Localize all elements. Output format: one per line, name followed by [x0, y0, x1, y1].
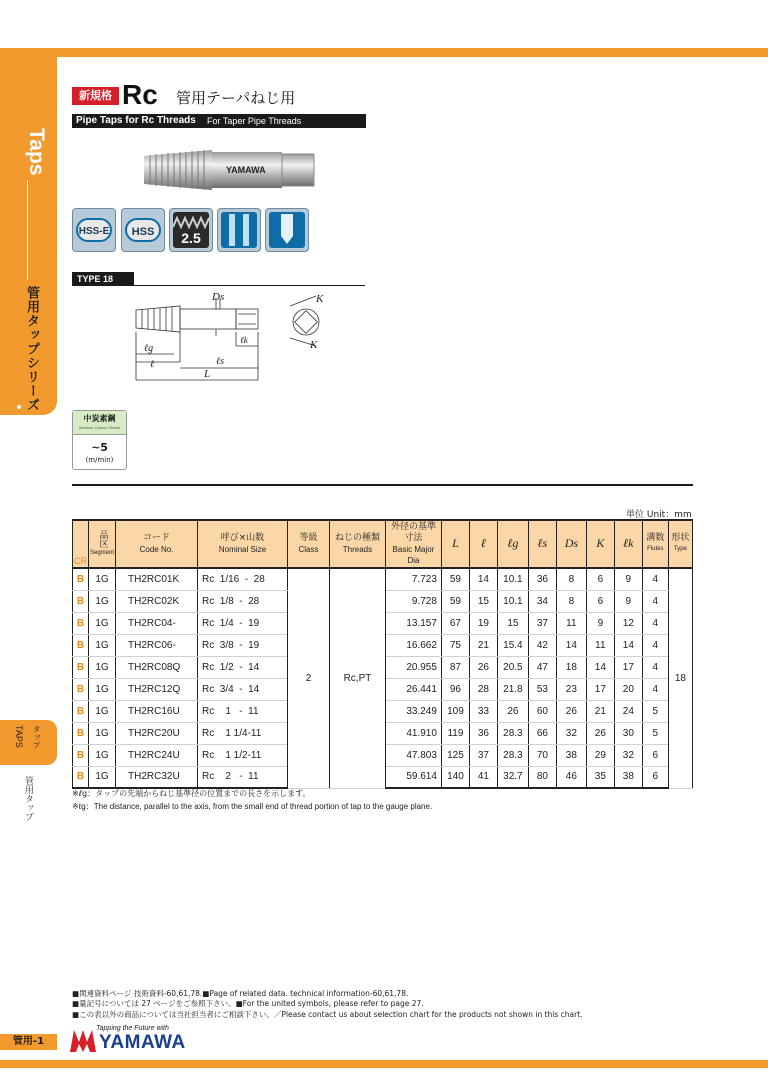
material-en: Medium Carbon Steels	[79, 425, 120, 430]
col-ls: ℓs	[528, 520, 556, 568]
tap-dimension-diagram	[120, 288, 340, 398]
cell-l: 26	[469, 656, 497, 678]
side-tab-jp: タップ	[32, 725, 41, 749]
cell-dia: 26.441	[385, 678, 441, 700]
cell-l: 19	[469, 612, 497, 634]
side-index-tab[interactable]	[0, 720, 57, 765]
cell-cr: B	[73, 722, 89, 744]
col-threads: ねじの種類 Threads	[329, 520, 385, 568]
cell-ls: 60	[528, 700, 556, 722]
cell-cr: B	[73, 612, 89, 634]
cell-size: Rc 1 1/4-11	[198, 722, 288, 744]
cell-size: Rc 1/16 - 28	[198, 568, 288, 590]
cell-lk: 9	[614, 568, 642, 590]
footer-line-2: ■量記号については 27 ページをご参照下さい。■For the united symbols, please refer to page 27.	[72, 999, 424, 1008]
cell-flutes: 4	[642, 612, 668, 634]
cell-dia: 33.249	[385, 700, 441, 722]
col-dia: 外径の基準寸法 Basic Major Dia	[385, 520, 441, 568]
cell-K: 21	[586, 700, 614, 722]
col-flutes: 溝数 Flutes	[642, 520, 668, 568]
cell-class: 2	[287, 568, 329, 788]
cell-segment: 1G	[89, 722, 116, 744]
table-row	[73, 568, 693, 590]
unit-label: 単位 Unit：mm	[626, 510, 692, 520]
cell-L: 125	[441, 744, 469, 766]
cell-L: 96	[441, 678, 469, 700]
straight-flute-icon	[217, 208, 261, 252]
cell-l: 15	[469, 590, 497, 612]
cell-L: 87	[441, 656, 469, 678]
sidebar-divider	[27, 180, 28, 280]
cell-size: Rc 2 - 11	[198, 766, 288, 788]
cell-K: 9	[586, 612, 614, 634]
material-jp: 中炭素鋼	[83, 414, 116, 423]
cell-lk: 32	[614, 744, 642, 766]
cell-l: 37	[469, 744, 497, 766]
brand-logo-text: YAMAWA	[99, 1032, 186, 1053]
cell-Ds: 38	[556, 744, 586, 766]
hss-e-icon-label: HSS-E	[76, 218, 112, 242]
cell-code: TH2RC20U	[116, 722, 198, 744]
cell-K: 11	[586, 634, 614, 656]
cutting-speed-box	[72, 410, 127, 470]
cell-lg: 26	[497, 700, 528, 722]
cell-Ds: 18	[556, 656, 586, 678]
thread-2-5-icon	[169, 208, 213, 252]
cell-code: TH2RC32U	[116, 766, 198, 788]
cell-ls: 70	[528, 744, 556, 766]
cell-flutes: 4	[642, 656, 668, 678]
cell-Ds: 8	[556, 590, 586, 612]
cell-lk: 14	[614, 634, 642, 656]
note-jp: ※ℓg：タップの先端からねじ基準径の位置までの長さを示します。	[72, 789, 311, 798]
cell-flutes: 4	[642, 568, 668, 590]
cell-L: 109	[441, 700, 469, 722]
cell-cr: B	[73, 634, 89, 656]
col-l: ℓ	[469, 520, 497, 568]
sidebar-title: Taps	[25, 128, 48, 176]
spec-table	[72, 519, 693, 789]
page-number: 管用-1	[0, 1034, 57, 1050]
tagline: Tapping the Future with	[96, 1025, 169, 1032]
cell-lg: 28.3	[497, 722, 528, 744]
diagram-label-l: ℓ	[150, 359, 155, 370]
hss-e-icon	[72, 208, 116, 252]
cell-flutes: 4	[642, 634, 668, 656]
section-divider	[72, 484, 693, 486]
cell-K: 17	[586, 678, 614, 700]
thread-profile-icon	[173, 215, 209, 229]
cell-lg: 28.3	[497, 744, 528, 766]
cell-K: 6	[586, 590, 614, 612]
cell-flutes: 5	[642, 722, 668, 744]
cell-ls: 66	[528, 722, 556, 744]
cell-code: TH2RC12Q	[116, 678, 198, 700]
col-lk: ℓk	[614, 520, 642, 568]
cell-code: TH2RC06-	[116, 634, 198, 656]
yamawa-logo-icon	[70, 1030, 96, 1052]
cell-ls: 37	[528, 612, 556, 634]
diagram-label-ls: ℓs	[216, 356, 225, 367]
cell-L: 59	[441, 590, 469, 612]
cell-L: 140	[441, 766, 469, 788]
cell-cr: B	[73, 678, 89, 700]
cell-flutes: 6	[642, 744, 668, 766]
footer-line-1: ■関連資料ページ 技術資料-60,61,78.■Page of related data. technical information-60,61,78.	[72, 989, 409, 998]
cell-K: 29	[586, 744, 614, 766]
cell-dia: 47.803	[385, 744, 441, 766]
cell-segment: 1G	[89, 634, 116, 656]
cell-K: 35	[586, 766, 614, 788]
col-Ds: Ds	[556, 520, 586, 568]
cell-lg: 21.8	[497, 678, 528, 700]
cell-cr: B	[73, 590, 89, 612]
cell-threads: Rc,PT	[329, 568, 385, 788]
cell-size: Rc 1/8 - 28	[198, 590, 288, 612]
cell-segment: 1G	[89, 700, 116, 722]
diagram-label-k1: K	[316, 293, 324, 305]
cell-ls: 36	[528, 568, 556, 590]
cell-lg: 20.5	[497, 656, 528, 678]
cell-cr: B	[73, 766, 89, 788]
cell-K: 26	[586, 722, 614, 744]
cell-lk: 38	[614, 766, 642, 788]
col-segment: 品区 Segment	[89, 520, 116, 568]
cell-Ds: 46	[556, 766, 586, 788]
cell-ls: 34	[528, 590, 556, 612]
flute-bar	[229, 214, 235, 246]
cell-size: Rc 1 - 11	[198, 700, 288, 722]
cell-size: Rc 3/4 - 14	[198, 678, 288, 700]
cell-size: Rc 1 1/2-11	[198, 744, 288, 766]
cell-type: 18	[668, 568, 692, 788]
diagram-label-L: L	[204, 368, 211, 380]
cell-lk: 24	[614, 700, 642, 722]
cell-L: 75	[441, 634, 469, 656]
cell-dia: 59.614	[385, 766, 441, 788]
cell-dia: 7.723	[385, 568, 441, 590]
type-label: TYPE 18	[72, 272, 134, 286]
cell-ls: 42	[528, 634, 556, 656]
cell-segment: 1G	[89, 568, 116, 590]
cell-L: 59	[441, 568, 469, 590]
cell-lk: 20	[614, 678, 642, 700]
cell-cr: B	[73, 568, 89, 590]
subtitle-normal: For Taper Pipe Threads	[207, 116, 302, 126]
bottom-accent-band	[0, 1060, 768, 1068]
diagram-label-lg: ℓg	[144, 343, 154, 354]
cell-l: 28	[469, 678, 497, 700]
chamfer-point-icon	[269, 212, 305, 248]
cell-Ds: 8	[556, 568, 586, 590]
cell-ls: 80	[528, 766, 556, 788]
cell-ls: 53	[528, 678, 556, 700]
cell-flutes: 4	[642, 678, 668, 700]
cell-ls: 47	[528, 656, 556, 678]
hss-icon	[121, 208, 165, 252]
diagram-label-lk: ℓk	[240, 335, 248, 345]
cell-flutes: 6	[642, 766, 668, 788]
cell-cr: B	[73, 744, 89, 766]
cell-l: 21	[469, 634, 497, 656]
diagram-label-ds: Ds	[212, 291, 225, 303]
cell-dia: 41.910	[385, 722, 441, 744]
cell-l: 36	[469, 722, 497, 744]
cell-K: 6	[586, 568, 614, 590]
speed-unit: (m/min)	[85, 456, 114, 464]
cell-code: TH2RC02K	[116, 590, 198, 612]
cell-flutes: 5	[642, 700, 668, 722]
cell-lg: 10.1	[497, 590, 528, 612]
cell-Ds: 14	[556, 634, 586, 656]
cell-lk: 30	[614, 722, 642, 744]
subtitle-bold: Pipe Taps for Rc Threads	[76, 115, 196, 126]
col-L: L	[441, 520, 469, 568]
table-header-row	[73, 520, 693, 568]
cell-Ds: 32	[556, 722, 586, 744]
tap-brand-label: YAMAWA	[226, 165, 266, 175]
sidebar-title-jp: 管用タップシリーズ	[24, 286, 39, 412]
cell-segment: 1G	[89, 678, 116, 700]
cell-Ds: 26	[556, 700, 586, 722]
cell-lg: 15.4	[497, 634, 528, 656]
cell-lg: 32.7	[497, 766, 528, 788]
cell-segment: 1G	[89, 612, 116, 634]
cell-lg: 10.1	[497, 568, 528, 590]
speed-value: ~5	[91, 441, 108, 454]
cell-cr: B	[73, 656, 89, 678]
hss-icon-label: HSS	[125, 218, 161, 242]
col-class: 等級 Class	[287, 520, 329, 568]
cell-K: 14	[586, 656, 614, 678]
footer-line-3: ■この表以外の商品については当社担当者にご相談下さい。／Please contact us about selection chart for the products not shown in this chart.	[72, 1010, 583, 1019]
cell-code: TH2RC24U	[116, 744, 198, 766]
tap-product-image	[140, 146, 316, 194]
col-K: K	[586, 520, 614, 568]
cell-Ds: 11	[556, 612, 586, 634]
col-size: 呼び×山数 Nominal Size	[198, 520, 288, 568]
cell-lg: 15	[497, 612, 528, 634]
col-cr: CR	[73, 520, 89, 568]
new-standard-badge: 新規格	[72, 87, 119, 105]
cell-Ds: 23	[556, 678, 586, 700]
flute-bar	[243, 214, 249, 246]
cell-L: 67	[441, 612, 469, 634]
cell-segment: 1G	[89, 766, 116, 788]
cell-dia: 16.662	[385, 634, 441, 656]
cell-lk: 9	[614, 590, 642, 612]
cell-flutes: 4	[642, 590, 668, 612]
cell-code: TH2RC01K	[116, 568, 198, 590]
cell-segment: 1G	[89, 590, 116, 612]
cell-code: TH2RC16U	[116, 700, 198, 722]
point-icon	[265, 208, 309, 252]
type-divider	[134, 285, 365, 286]
side-subsection: 管用タップ	[23, 776, 33, 821]
side-tab-en: TAPS	[14, 725, 24, 748]
cell-lk: 17	[614, 656, 642, 678]
page-title-jp: 管用テーパねじ用	[176, 89, 296, 107]
cell-l: 14	[469, 568, 497, 590]
cell-size: Rc 3/8 - 19	[198, 634, 288, 656]
cell-segment: 1G	[89, 744, 116, 766]
cell-segment: 1G	[89, 656, 116, 678]
cell-dia: 9.728	[385, 590, 441, 612]
cell-dia: 13.157	[385, 612, 441, 634]
sidebar-dot	[17, 405, 21, 409]
cell-l: 33	[469, 700, 497, 722]
col-lg: ℓg	[497, 520, 528, 568]
cell-l: 41	[469, 766, 497, 788]
diagram-label-k2: K	[310, 339, 318, 351]
cell-code: TH2RC04-	[116, 612, 198, 634]
page-title: Rc	[122, 79, 158, 110]
cell-L: 119	[441, 722, 469, 744]
thread-pitch-label: 2.5	[181, 230, 201, 246]
cell-size: Rc 1/4 - 19	[198, 612, 288, 634]
cell-size: Rc 1/2 - 14	[198, 656, 288, 678]
note-en: ※ℓg：The distance, parallel to the axis, from the small end of thread portion of tap to the gauge plane.	[72, 802, 433, 811]
cell-lk: 12	[614, 612, 642, 634]
col-type: 形状 Type	[668, 520, 692, 568]
col-code: コード Code No.	[116, 520, 198, 568]
cell-dia: 20.955	[385, 656, 441, 678]
cell-cr: B	[73, 700, 89, 722]
top-accent-band	[0, 48, 768, 57]
cell-code: TH2RC08Q	[116, 656, 198, 678]
